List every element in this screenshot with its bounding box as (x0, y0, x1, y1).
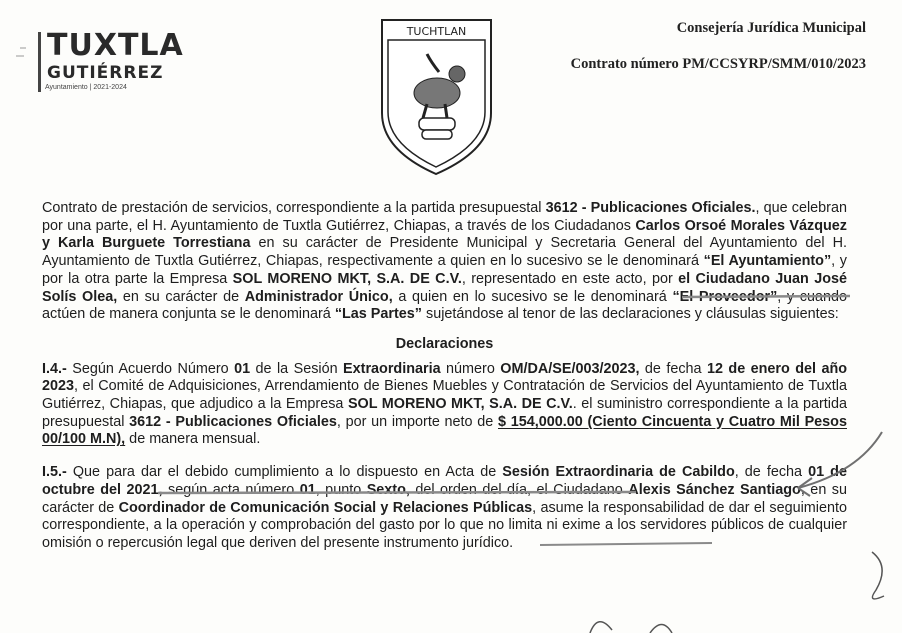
intro-text-6: en su carácter de (117, 288, 245, 305)
intro-text-5: , representado en este acto, por (461, 270, 679, 287)
intro-paragraph (42, 200, 847, 324)
session-number: OM/DA/SE/003/2023, (500, 360, 640, 377)
intro-text-3: en su carácter de Presidente Municipal y Secretaria General del Ayuntamiento del H. Ayuntamiento de Tuxtla Gutiérrez, Chiapas, respectivamente a quien en lo sucesivo se le denominará (42, 235, 847, 270)
coat-of-arms-seal (379, 18, 494, 176)
party-ayuntamiento: “El Ayuntamiento” (703, 253, 832, 270)
decl-text: Que para dar el debido cumplimiento a lo dispuesto en Acta de (66, 464, 503, 481)
decl-text: , asume la responsabilidad de dar el seguimiento correspondiente, a la operación y comprobación del gasto por lo que no limita ni exime a los servidores públicos de cualquier omisión o repercusión legal que deriven del presente instrumento jurídico. (42, 499, 847, 551)
company-representative: el Ciudadano Juan José Solís Olea, (42, 270, 847, 305)
representative-role: Administrador Único, (244, 288, 393, 305)
logo-title: TUXTLA (47, 28, 184, 63)
logo-caption: Ayuntamiento | 2021-2024 (45, 84, 127, 91)
decl-text: , el Comité de Adquisiciones, Arrendamiento de Bienes Muebles y Contratación de Servicios del Ayuntamiento de Tuxtla Gutiérrez, Chiapas, que adjudico a la Empresa (42, 378, 847, 413)
contract-amount: $ 154,000.00 (Ciento Cincuenta y Cuatro Mil Pesos 00/100 M.N), (42, 413, 847, 448)
decl-text: de manera mensual. (125, 431, 261, 448)
decl-bold: 01 (299, 481, 316, 498)
signature-mark (590, 622, 672, 633)
decl-text: , por un importe neto de (336, 413, 499, 430)
decl-text: . el suministro correspondiente a la partida presupuestal (42, 396, 848, 430)
contract-body (42, 200, 847, 553)
decl-bold: 01 (234, 360, 251, 377)
margin-mark (16, 48, 26, 56)
decl-bold: Sexto, (366, 481, 410, 498)
decl-text: , en su carácter de (42, 481, 847, 516)
office-title: Consejería Jurídica Municipal (676, 20, 866, 36)
clause-number: I.4.- (42, 360, 67, 377)
intro-text-9: sujetándose al tenor de las declaraciones y cláusulas siguientes: (422, 306, 839, 323)
decl-bold: Sesión Extraordinaria de Cabildo (502, 464, 735, 481)
decl-text: del orden del día, el Ciudadano (409, 481, 629, 498)
decl-text: de fecha (639, 360, 707, 377)
decl-bold: 01 de octubre del 2021, (42, 464, 847, 498)
decl-text: de la Sesión (250, 360, 344, 377)
company-name: SOL MORENO MKT, S.A. DE C.V. (347, 396, 573, 413)
company-name: SOL MORENO MKT, S.A. DE C.V. (232, 270, 462, 287)
coordinator-role: Coordinador de Comunicación Social y Relaciones Públicas (118, 499, 533, 516)
decl-text: , de fecha (734, 464, 809, 481)
intro-text-7: a quien en lo sucesivo se le denominará (392, 288, 673, 305)
logo-subtitle: GUTIÉRREZ (47, 63, 164, 83)
coordinator-name: Alexis Sánchez Santiago (628, 481, 801, 498)
seal-label: TUCHTLAN (406, 25, 467, 38)
section-heading: Declaraciones (395, 335, 494, 352)
contract-number: Contrato número PM/CCSYRP/SMM/010/2023 (570, 56, 866, 72)
municipal-representatives: Carlos Orsoé Morales Vázquez y Karla Burguete Torrestiana (42, 217, 847, 252)
logo-bar (38, 32, 41, 92)
intro-text-4: , y por la otra parte la Empresa (42, 253, 847, 287)
declaration-1-4 (42, 361, 847, 450)
decl-bold: Extraordinaria (343, 360, 441, 377)
party-las-partes: “Las Partes” (334, 306, 422, 323)
decl-text: número (440, 360, 501, 377)
budget-item: 3612 - Publicaciones Oficiales (129, 413, 337, 430)
intro-text-2: , que celebran por una parte, el H. Ayuntamiento de Tuxtla Gutiérrez, Chiapas, a través de los Ciudadanos (42, 200, 847, 234)
signature-mark (872, 552, 884, 599)
intro-text-1: Contrato de prestación de servicios, correspondiente a la partida presupuestal (42, 200, 546, 216)
session-date: 12 de enero del año 2023 (42, 360, 848, 395)
decl-text: , punto (315, 481, 367, 498)
budget-item: 3612 - Publicaciones Oficiales. (545, 200, 756, 216)
intro-text-8: , y cuando actúen de manera conjunta se le denominará (42, 288, 848, 323)
clause-number: I.5.- (42, 464, 67, 481)
party-proveedor: “El Proveedor” (672, 288, 778, 305)
decl-text: según acta número (162, 481, 300, 498)
decl-text: Según Acuerdo Número (66, 360, 235, 377)
declaration-1-5 (42, 464, 847, 553)
